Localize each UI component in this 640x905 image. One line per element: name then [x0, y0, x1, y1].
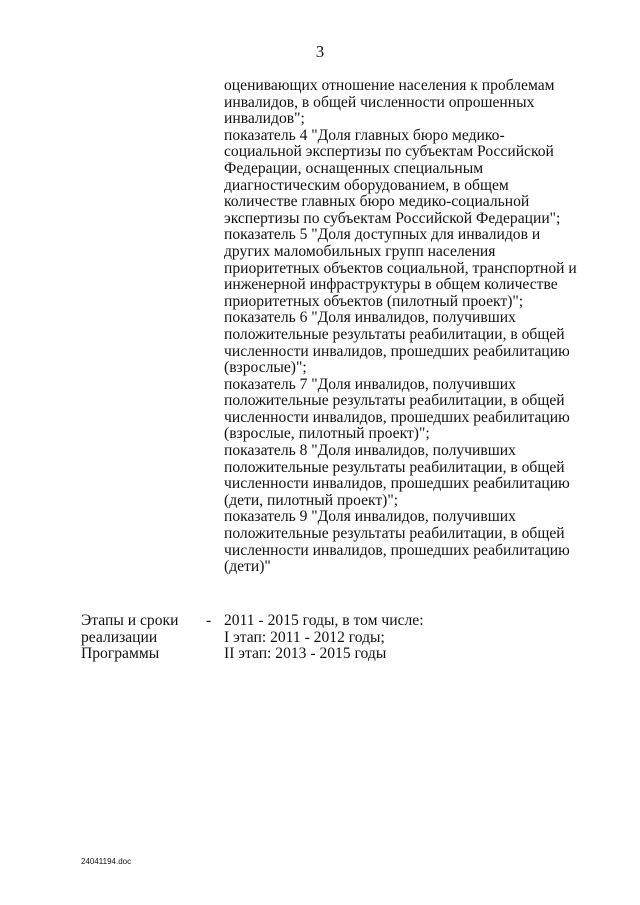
indicator-line: показатель 8 "Доля инвалидов, получивших	[224, 442, 516, 460]
indicator-line: других маломобильных групп населения	[224, 242, 496, 260]
page-number: 3	[315, 42, 325, 61]
stages-dash: -	[206, 612, 212, 629]
indicator-line: показатель 4 "Доля главных бюро медико-	[224, 126, 505, 144]
indicator-line: Федерации, оснащенных специальным	[224, 159, 484, 177]
indicator-line: положительные результаты реабилитации, в общей	[224, 325, 565, 343]
document-file-code: 24041194.doc	[81, 857, 132, 866]
indicator-line: экспертизы по субъектам Российской Федерации";	[224, 209, 561, 227]
stages-values	[224, 613, 584, 663]
indicator-line: численности инвалидов, прошедших реабилитацию	[224, 408, 570, 426]
indicator-line: диагностическим оборудованием, в общем	[224, 176, 509, 194]
indicators-text-block	[224, 78, 584, 576]
indicator-line: (дети)"	[224, 558, 271, 576]
indicator-line: оценивающих отношение населения к проблемам	[224, 77, 555, 94]
indicator-line: инвалидов, в общей численности опрошенных	[224, 93, 535, 111]
indicator-line: численности инвалидов, прошедших реабилитацию	[224, 475, 570, 493]
stages-label-line: Этапы и сроки	[81, 612, 179, 629]
indicator-line: показатель 6 "Доля инвалидов, получивших	[224, 309, 516, 327]
indicator-line: инвалидов";	[224, 110, 305, 128]
stages-value-line: II этап: 2013 - 2015 годы	[224, 645, 387, 663]
indicator-line: приоритетных объектов социальной, транспортной и	[224, 259, 577, 277]
stages-value-line: 2011 - 2015 годы, в том числе:	[224, 612, 424, 629]
indicator-line: инженерной инфраструктуры в общем количестве	[224, 276, 558, 294]
indicator-line: положительные результаты реабилитации, в общей	[224, 525, 565, 543]
indicator-line: показатель 5 "Доля доступных для инвалидов и	[224, 226, 541, 244]
indicator-line: положительные результаты реабилитации, в общей	[224, 458, 565, 476]
indicator-line: количестве главных бюро медико-социальной	[224, 193, 530, 211]
indicator-line: положительные результаты реабилитации, в общей	[224, 392, 565, 410]
indicator-line: численности инвалидов, прошедших реабилитацию	[224, 541, 570, 559]
stages-label-line: Программы	[81, 645, 160, 663]
indicator-line: показатель 7 "Доля инвалидов, получивших	[224, 375, 516, 393]
indicator-line: социальной экспертизы по субъектам Российской	[224, 143, 554, 161]
indicator-line: численности инвалидов, прошедших реабилитацию	[224, 342, 570, 360]
stages-label-line: реализации	[81, 628, 158, 646]
stages-label	[81, 613, 201, 663]
stages-value-line: I этап: 2011 - 2012 годы;	[224, 628, 385, 646]
indicator-line: показатель 9 "Доля инвалидов, получивших	[224, 508, 516, 526]
indicator-line: (дети, пилотный проект)";	[224, 491, 399, 509]
indicator-line: (взрослые)";	[224, 359, 307, 377]
indicator-line: (взрослые, пилотный проект)";	[224, 425, 430, 443]
indicator-line: приоритетных объектов (пилотный проект)";	[224, 292, 524, 310]
